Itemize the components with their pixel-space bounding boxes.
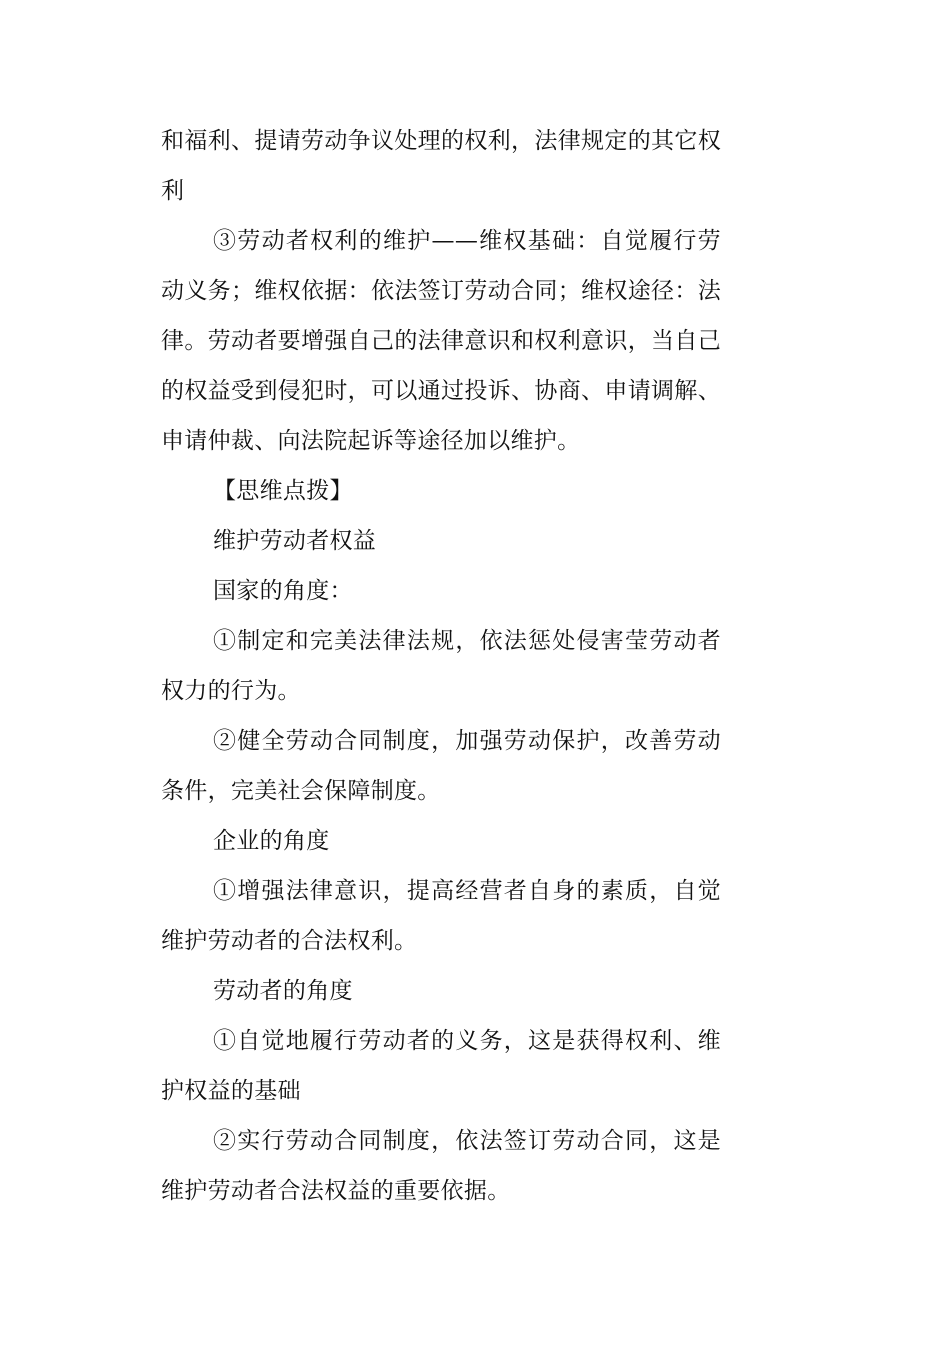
subheading-worker: 劳动者的角度 bbox=[213, 978, 353, 1004]
paragraph-worker-point-2: ②实行劳动合同制度，依法签订劳动合同，这是维护劳动者合法权益的重要依据。 bbox=[161, 1128, 721, 1204]
paragraph-state-point-2: ②健全劳动合同制度，加强劳动保护，改善劳动条件，完美社会保障制度。 bbox=[161, 728, 721, 804]
paragraph-state-point-1: ①制定和完美法律法规，依法惩处侵害莹劳动者权力的行为。 bbox=[161, 628, 721, 704]
paragraph-rights-protection: ③劳动者权利的维护——维权基础：自觉履行劳动义务；维权依据：依法签订劳动合同；维权途径：法律。劳动者要增强自己的法律意识和权利意识，当自己的权益受到侵犯时，可以通过投诉、协商、申请调解、申请仲裁、向法院起诉等途径加以维护。 bbox=[161, 228, 721, 454]
topic-heading: 维护劳动者权益 bbox=[213, 528, 377, 554]
paragraph-worker-point-1: ①自觉地履行劳动者的义务，这是获得权利、维护权益的基础 bbox=[161, 1028, 721, 1104]
paragraph-enterprise-point-1: ①增强法律意识，提高经营者自身的素质，自觉维护劳动者的合法权利。 bbox=[161, 878, 721, 954]
document-body bbox=[161, 116, 721, 1216]
paragraph-rights-continuation: 和福利、提请劳动争议处理的权利，法律规定的其它权利 bbox=[161, 128, 721, 204]
subheading-enterprise: 企业的角度 bbox=[213, 828, 330, 854]
section-heading-thinking-tips: 【思维点拨】 bbox=[213, 478, 353, 504]
subheading-state: 国家的角度： bbox=[213, 578, 353, 604]
